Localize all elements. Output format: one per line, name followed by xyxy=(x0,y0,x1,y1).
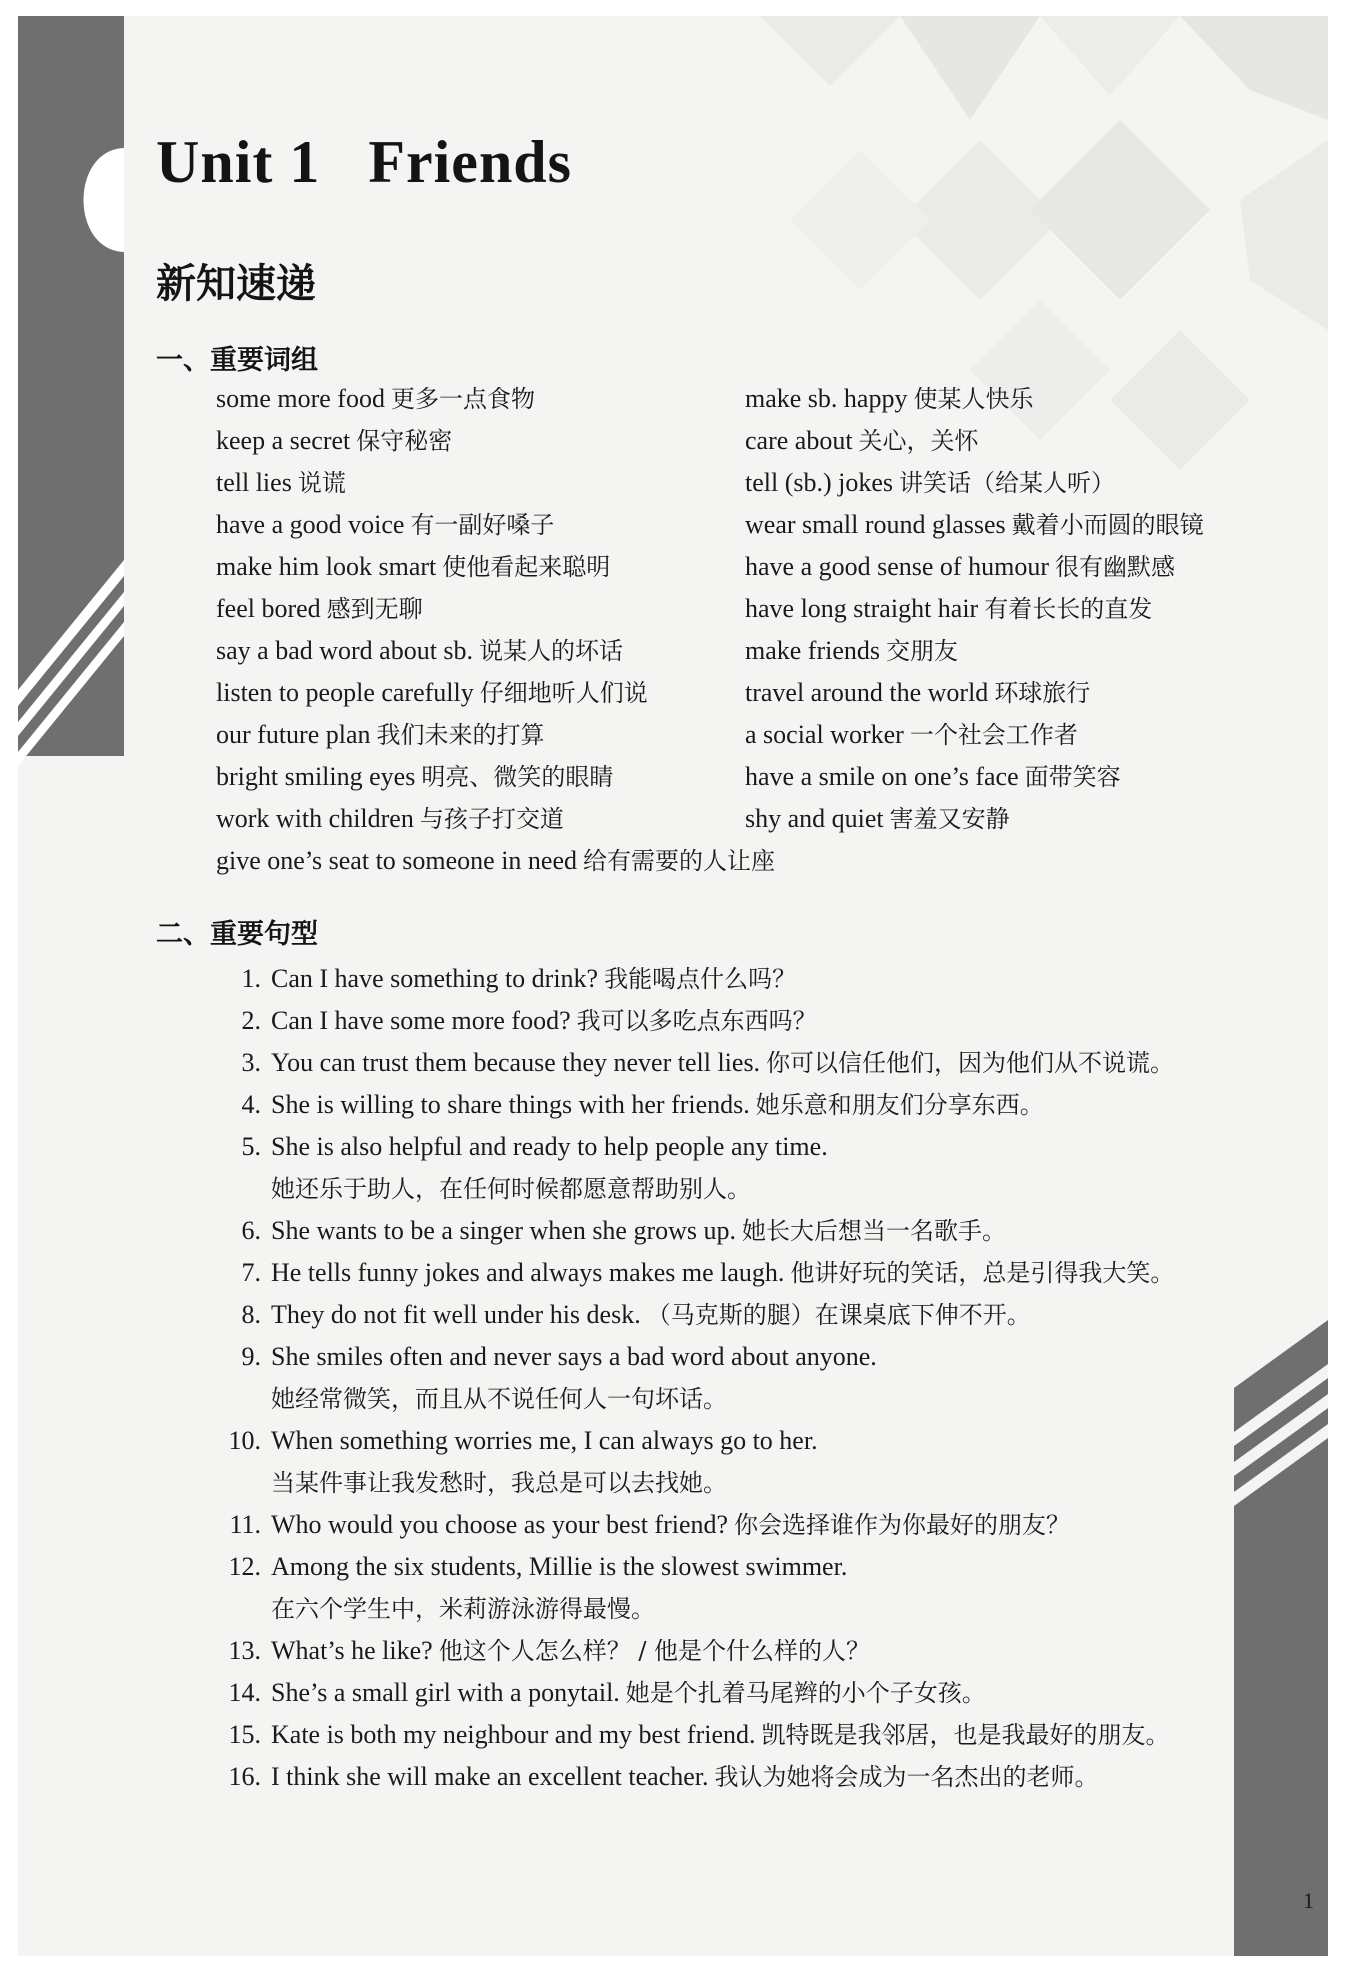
phrase-item xyxy=(216,840,775,882)
unit-name: Friends xyxy=(368,129,573,195)
phrase-en: a social worker xyxy=(745,720,904,749)
phrase-zh: 害羞又安静 xyxy=(889,805,1010,833)
sentence-zh: 她长大后想当一名歌手。 xyxy=(742,1217,1007,1245)
phrase-en: make sb. happy xyxy=(745,384,908,413)
sentence-item xyxy=(215,1210,1174,1252)
unit-title xyxy=(156,128,572,197)
sentence-en: She smiles often and never says a bad word about anyone. xyxy=(271,1342,877,1371)
phrase-zh: 讲笑话（给某人听） xyxy=(899,469,1116,497)
sentence-item xyxy=(215,1252,1174,1294)
sentence-list xyxy=(215,958,1174,1798)
phrase-en: tell lies xyxy=(216,468,292,497)
phrase-item xyxy=(216,630,775,672)
phrase-item xyxy=(216,462,775,504)
phrase-zh: 戴着小而圆的眼镜 xyxy=(1011,511,1204,539)
sentence-en: She is also helpful and ready to help people any time. xyxy=(271,1132,828,1161)
sentence-en: Among the six students, Millie is the slowest swimmer. xyxy=(271,1552,848,1581)
sentence-en: When something worries me, I can always go to her. xyxy=(271,1426,818,1455)
phrase-en: travel around the world xyxy=(745,678,989,707)
sentence-item xyxy=(215,1294,1174,1336)
sentence-zh: 你可以信任他们，因为他们从不说谎。 xyxy=(766,1049,1175,1077)
sentence-zh: 她还乐于助人，在任何时候都愿意帮助别人。 xyxy=(271,1175,751,1203)
phrase-zh: 环球旅行 xyxy=(994,679,1091,707)
sentence-number: 16. xyxy=(228,1762,261,1791)
phrase-item xyxy=(216,378,775,420)
phrase-item xyxy=(216,672,775,714)
sentence-item xyxy=(215,1000,1174,1042)
sentence-number: 8. xyxy=(241,1300,261,1329)
sentence-number: 4. xyxy=(241,1090,261,1119)
sentence-number: 11. xyxy=(229,1510,261,1539)
sentence-zh: 你会选择谁作为你最好的朋友？ xyxy=(734,1511,1071,1539)
phrase-en: bright smiling eyes xyxy=(216,762,416,791)
section-title: 新知速递 xyxy=(156,261,316,307)
sentence-item xyxy=(215,1672,1174,1714)
phrase-item xyxy=(216,714,775,756)
sentence-zh: 我可以多吃点东西吗？ xyxy=(576,1007,817,1035)
phrase-en: some more food xyxy=(216,384,385,413)
sentence-en: Can I have some more food? xyxy=(271,1006,571,1035)
phrase-zh: 明亮、微笑的眼睛 xyxy=(421,763,614,791)
phrase-zh: 使他看起来聪明 xyxy=(442,553,611,581)
sentence-item xyxy=(215,1756,1174,1798)
sentence-en: Kate is both my neighbour and my best friend. xyxy=(271,1720,756,1749)
phrase-zh: 面带笑容 xyxy=(1024,763,1121,791)
sentence-zh: 凯特既是我邻居，也是我最好的朋友。 xyxy=(761,1721,1170,1749)
phrase-item xyxy=(745,546,1204,588)
sentence-zh: 他讲好玩的笑话，总是引得我大笑。 xyxy=(790,1259,1175,1287)
sentence-item xyxy=(215,1084,1174,1126)
phrase-zh: 说谎 xyxy=(297,469,346,497)
phrase-en: keep a secret xyxy=(216,426,351,455)
phrase-zh: 保守秘密 xyxy=(356,427,453,455)
phrase-zh: 一个社会工作者 xyxy=(909,721,1078,749)
phrase-zh: 说某人的坏话 xyxy=(479,637,624,665)
sentence-number: 14. xyxy=(228,1678,261,1707)
sentences-heading: 二、重要句型 xyxy=(156,919,318,950)
phrase-en: make friends xyxy=(745,636,881,665)
phrase-item xyxy=(745,504,1204,546)
sentence-item xyxy=(215,1420,1174,1504)
phrase-zh: 仔细地听人们说 xyxy=(479,679,648,707)
sentence-number: 10. xyxy=(228,1426,261,1455)
phrase-item xyxy=(216,756,775,798)
phrase-item xyxy=(216,420,775,462)
phrase-en: listen to people carefully xyxy=(216,678,474,707)
sentence-number: 5. xyxy=(241,1132,261,1161)
phrase-item xyxy=(216,546,775,588)
phrase-item xyxy=(745,588,1204,630)
phrase-item xyxy=(745,714,1204,756)
sentence-item xyxy=(215,958,1174,1000)
phrase-zh: 有一副好嗓子 xyxy=(410,511,555,539)
phrase-item xyxy=(745,462,1204,504)
sentence-zh: 她经常微笑，而且从不说任何人一句坏话。 xyxy=(271,1385,727,1413)
phrase-item xyxy=(745,378,1204,420)
phrase-item xyxy=(745,420,1204,462)
sentence-item xyxy=(215,1042,1174,1084)
sentence-number: 9. xyxy=(241,1342,261,1371)
sentence-zh: 当某件事让我发愁时，我总是可以去找她。 xyxy=(271,1469,727,1497)
sentence-number: 13. xyxy=(228,1636,261,1665)
sentence-number: 15. xyxy=(228,1720,261,1749)
phrase-en: tell (sb.) jokes xyxy=(745,468,894,497)
sentence-item xyxy=(215,1546,1174,1630)
sentence-number: 1. xyxy=(241,964,261,993)
phrase-zh: 很有幽默感 xyxy=(1054,553,1175,581)
sentence-number: 2. xyxy=(241,1006,261,1035)
phrase-item xyxy=(745,630,1204,672)
phrase-zh: 使某人快乐 xyxy=(913,385,1034,413)
phrase-item xyxy=(745,798,1204,840)
phrase-en: shy and quiet xyxy=(745,804,884,833)
sentence-number: 6. xyxy=(241,1216,261,1245)
phrase-zh: 有着长长的直发 xyxy=(984,595,1153,623)
phrase-en: give one’s seat to someone in need xyxy=(216,846,578,875)
phrase-item xyxy=(216,798,775,840)
sentence-en: I think she will make an excellent teacher. xyxy=(271,1762,709,1791)
phrases-right-column xyxy=(745,378,1204,840)
sentence-en: You can trust them because they never tell lies. xyxy=(271,1048,761,1077)
phrase-zh: 更多一点食物 xyxy=(390,385,535,413)
phrase-en: have a good voice xyxy=(216,510,405,539)
sentence-en: She is willing to share things with her friends. xyxy=(271,1090,750,1119)
sentence-en: He tells funny jokes and always makes me laugh. xyxy=(271,1258,785,1287)
sentence-item xyxy=(215,1126,1174,1210)
sentence-number: 7. xyxy=(241,1258,261,1287)
sentence-zh: 他这个人怎么样？ / 他是个什么样的人？ xyxy=(438,1637,871,1665)
phrase-zh: 关心，关怀 xyxy=(858,427,979,455)
phrase-en: work with children xyxy=(216,804,414,833)
phrase-en: make him look smart xyxy=(216,552,437,581)
sentence-number: 12. xyxy=(228,1552,261,1581)
sentence-zh: （马克斯的腿）在课桌底下伸不开。 xyxy=(646,1301,1031,1329)
sentence-en: They do not fit well under his desk. xyxy=(271,1300,641,1329)
sentence-item xyxy=(215,1504,1174,1546)
sentence-zh: 我认为她将会成为一名杰出的老师。 xyxy=(714,1763,1099,1791)
phrase-item xyxy=(745,672,1204,714)
sentence-zh: 我能喝点什么吗？ xyxy=(604,965,797,993)
phrase-zh: 与孩子打交道 xyxy=(419,805,564,833)
phrases-heading: 一、重要词组 xyxy=(156,345,318,376)
phrase-en: wear small round glasses xyxy=(745,510,1006,539)
phrase-en: feel bored xyxy=(216,594,321,623)
sentence-number: 3. xyxy=(241,1048,261,1077)
phrase-en: have a smile on one’s face xyxy=(745,762,1019,791)
phrase-en: say a bad word about sb. xyxy=(216,636,474,665)
phrase-item xyxy=(745,756,1204,798)
sentence-zh: 她乐意和朋友们分享东西。 xyxy=(755,1091,1044,1119)
sentence-item xyxy=(215,1714,1174,1756)
phrase-en: care about xyxy=(745,426,853,455)
sentence-item xyxy=(215,1336,1174,1420)
phrase-zh: 我们未来的打算 xyxy=(376,721,545,749)
phrases-left-column xyxy=(216,378,775,882)
page-number: 1 xyxy=(1303,1888,1314,1913)
sentence-en: Can I have something to drink? xyxy=(271,964,599,993)
sentence-en: She wants to be a singer when she grows up. xyxy=(271,1216,737,1245)
phrase-zh: 交朋友 xyxy=(886,637,959,665)
phrase-en: have long straight hair xyxy=(745,594,979,623)
phrase-item xyxy=(216,504,775,546)
phrase-zh: 感到无聊 xyxy=(326,595,423,623)
phrase-zh: 给有需要的人让座 xyxy=(583,847,776,875)
unit-label: Unit 1 xyxy=(156,129,321,195)
phrase-en: our future plan xyxy=(216,720,371,749)
sentence-zh: 在六个学生中，米莉游泳游得最慢。 xyxy=(271,1595,655,1623)
phrase-en: have a good sense of humour xyxy=(745,552,1049,581)
sentence-zh: 她是个扎着马尾辫的小个子女孩。 xyxy=(625,1679,986,1707)
sentence-en: She’s a small girl with a ponytail. xyxy=(271,1678,620,1707)
phrase-item xyxy=(216,588,775,630)
sentence-item xyxy=(215,1630,1174,1672)
sentence-en: Who would you choose as your best friend? xyxy=(271,1510,729,1539)
sentence-en: What’s he like? xyxy=(271,1636,433,1665)
